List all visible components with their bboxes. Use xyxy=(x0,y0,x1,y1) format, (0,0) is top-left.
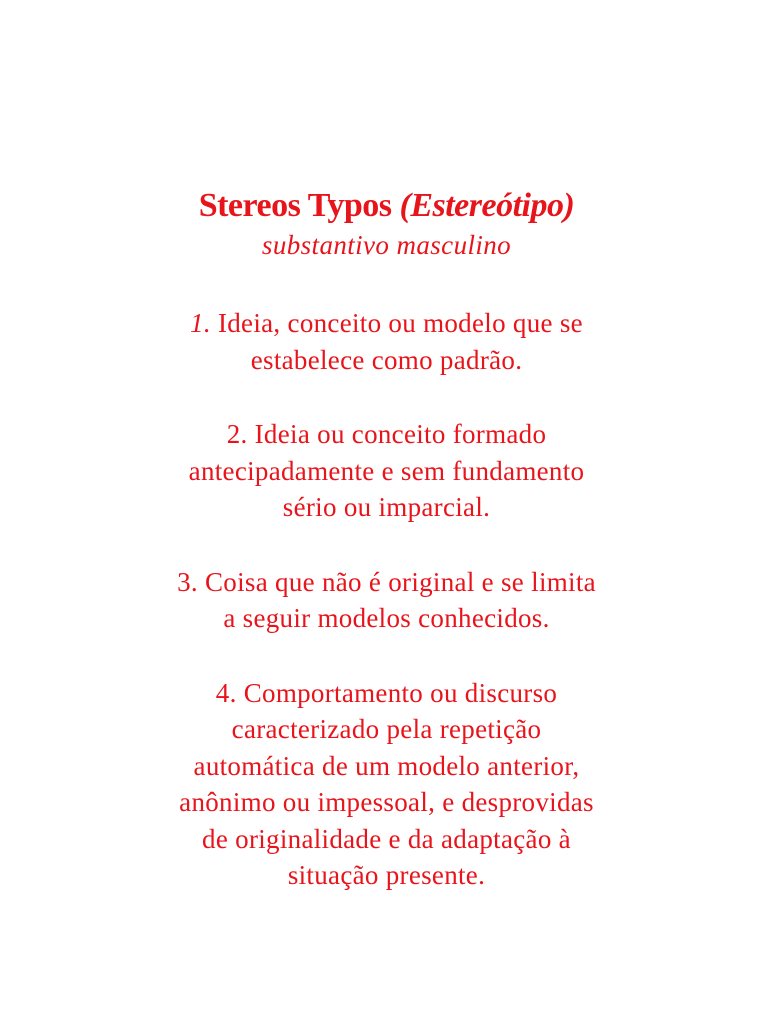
sense-text: automática de um modelo anterior, xyxy=(193,750,580,781)
sense-number: 3. xyxy=(177,566,198,597)
sense-text: Comportamento ou discurso xyxy=(243,677,558,708)
sense-2 xyxy=(107,416,667,526)
sense-4 xyxy=(107,675,667,894)
sense-text: antecipadamente e sem fundamento xyxy=(188,455,585,486)
headword-term: Stereos Typos xyxy=(198,187,392,224)
sense-text: Ideia, conceito ou modelo que se xyxy=(217,308,583,338)
sense-3 xyxy=(107,564,667,637)
sense-number: 2. xyxy=(226,419,248,449)
sense-text: Coisa que não é original e se limita xyxy=(204,566,596,597)
sense-number: 4. xyxy=(215,677,237,708)
dictionary-entry xyxy=(0,185,773,932)
part-of-speech: substantivo masculino xyxy=(261,230,512,260)
sense-line xyxy=(107,564,667,601)
sense-text: caracterizado pela repetição xyxy=(231,714,542,744)
sense-text: a seguir modelos conhecidos. xyxy=(223,603,550,633)
sense-text: Ideia ou conceito formado xyxy=(254,419,547,449)
headword xyxy=(0,185,773,227)
sense-1 xyxy=(107,305,667,378)
sense-text: de originalidade e da adaptação à xyxy=(202,823,571,854)
sense-text: estabelece como padrão. xyxy=(250,344,523,375)
sense-line xyxy=(107,305,667,342)
headword-translation: (Estereótipo) xyxy=(399,187,575,224)
sense-text: anônimo ou impessoal, e desprovidas xyxy=(179,787,594,817)
sense-number: 1. xyxy=(190,308,211,338)
sense-line xyxy=(107,416,667,453)
sense-text: situação presente. xyxy=(287,860,486,890)
sense-text: sério ou imparcial. xyxy=(282,492,491,522)
sense-line xyxy=(107,675,667,712)
